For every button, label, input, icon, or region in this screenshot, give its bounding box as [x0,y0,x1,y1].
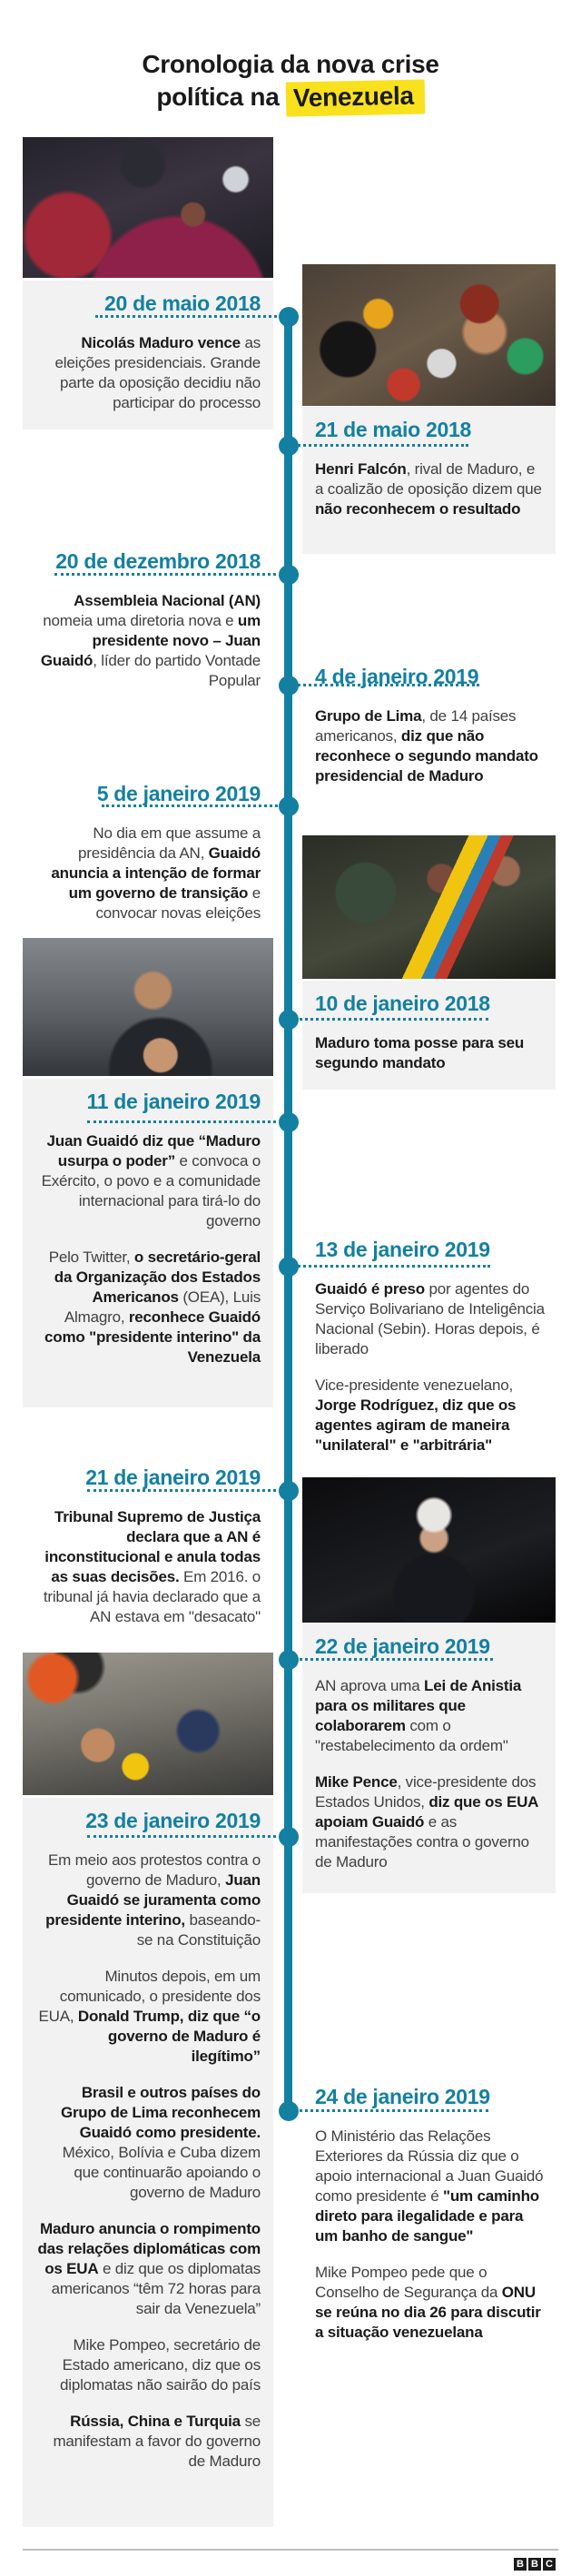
date-leader-dotted-line [293,1265,490,1268]
event-card-e_r1 [302,407,556,554]
timeline-dot [279,1827,299,1847]
event-paragraph: Mike Pompeo pede que o Conselho de Segurança da ONU se reúna no dia 26 para discutir a situação venezuelana [315,2264,541,2341]
timeline-dot [279,307,299,327]
event-date: 23 de janeiro 2019 [85,1809,261,1832]
photo-maduro-inauguration [302,835,556,979]
event-paragraph: Tribunal Supremo de Justiça declara que a AN é inconstitucional e anula todas as suas decisões. Em 2016. o tribunal já havia declarado que a AN estava em "desacato" [43,1508,261,1625]
photo-falcon-press [302,264,556,406]
event-card-e_r6 [302,2074,556,2359]
date-leader-dotted-line [87,1120,282,1123]
event-paragraph: Juan Guaidó diz que “Maduro usurpa o poder” e convoca o Exército, o povo e a comunidade internacional para tirá-lo do governo [41,1132,261,1229]
timeline-dot [279,796,299,816]
event-paragraph: Guaidó é preso por agentes do Serviço Bolivariano de Inteligência Nacional (Sebin). Horas depois, é liberado [315,1280,545,1357]
event-paragraph: O Ministério das Relações Exteriores da Rússia diz que o apoio internacional a Juan Guaidó como presidente é "um caminho direto para ilegalidade e para um banho de sangue" [315,2127,544,2245]
date-leader-dotted-line [102,804,282,807]
event-date: 22 de janeiro 2019 [315,1634,490,1658]
title-line2-prefix: política na [156,82,280,111]
event-paragraph: Brasil e outros países do Grupo de Lima reconhecem Guaidó como presidente. México, Bolívia e Cuba dizem que continuarão apoiando o governo de Maduro [60,2084,261,2201]
event-paragraph: Minutos depois, em um comunicado, o presidente dos EUA, Donald Trump, diz que “o governo de Maduro é ilegítimo” [38,1968,261,2065]
timeline-dot [279,1481,299,1501]
event-card-e_l3 [23,771,273,940]
date-leader-dotted-line [293,684,479,686]
date-leader-dotted-line [293,1658,493,1661]
event-date: 21 de maio 2018 [315,418,471,441]
timeline-dot [279,1010,299,1030]
date-leader-dotted-line [293,444,468,447]
bbc-logo-letter: B [528,2558,541,2571]
event-paragraph: Henri Falcón, rival de Maduro, e a coalizão de oposição dizem que não reconhecem o resultado [315,460,542,518]
event-paragraph: Maduro toma posse para seu segundo mandato [315,1034,525,1071]
event-date: 21 de janeiro 2019 [85,1466,261,1489]
event-card-e_l1 [23,281,273,429]
date-leader-dotted-line [54,573,282,576]
event-date: 4 de janeiro 2019 [315,665,479,688]
event-paragraph: Mike Pence, vice-presidente dos Estados Unidos, diz que os EUA apoiam Guaidó e as manifestações contra o governo de Maduro [315,1773,538,1870]
event-card-e_l6 [23,1798,273,2527]
event-date: 10 de janeiro 2018 [315,992,490,1015]
footer-divider [23,2549,558,2551]
bbc-logo [512,2555,556,2571]
event-date: 5 de janeiro 2019 [96,782,261,805]
timeline-dot [279,1650,299,1670]
event-paragraph: AN aprova uma Lei de Anistia para os militares que colaborarem com o "restabelecimento da ordem" [315,1677,522,1754]
event-card-e_l5 [23,1455,273,1643]
event-paragraph: Maduro anuncia o rompimento das relações diplomáticas com os EUA e diz que os diplomatas americanos “têm 72 horas para sair da Venezuela” [37,2220,261,2317]
event-card-e_r2 [302,654,556,803]
event-card-e_r5 [302,1624,556,1893]
event-date: 20 de dezembro 2018 [55,549,261,573]
photo-protest-fire [23,1653,273,1795]
event-date: 13 de janeiro 2019 [315,1238,490,1261]
event-paragraph: Grupo de Lima, de 14 países americanos, diz que não reconhece o segundo mandato presidencial de Maduro [315,707,538,785]
event-date: 24 de janeiro 2019 [315,2085,490,2108]
timeline-dot [279,2101,299,2121]
photo-pence [302,1477,556,1623]
timeline-dot [279,565,299,585]
event-date: 20 de maio 2018 [104,291,261,315]
event-paragraph: Nicolás Maduro vence as eleições presidenciais. Grande parte da oposição decidiu não participar do processo [54,334,261,411]
event-card-e_l4 [23,1079,273,1407]
event-card-e_l2 [23,538,273,707]
event-card-e_r4 [302,1227,556,1472]
event-paragraph: Assembleia Nacional (AN) nomeia uma diretoria nova e um presidente novo – Juan Guaidó, líder do partido Vontade Popular [40,592,261,689]
event-paragraph: No dia em que assume a presidência da AN, Guaidó anuncia a intenção de formar um governo de transição e convocar novas eleições [51,824,261,922]
date-leader-dotted-line [87,1835,282,1838]
event-date: 11 de janeiro 2019 [86,1090,261,1113]
event-card-e_r3 [302,981,556,1090]
date-leader-dotted-line [95,315,282,318]
photo-maduro-rally [23,137,273,278]
timeline-dot [279,436,299,456]
page-title [0,48,581,115]
bbc-logo-letter: C [543,2558,556,2571]
date-leader-dotted-line [87,1489,282,1492]
event-paragraph: Em meio aos protestos contra o governo de Maduro, Juan Guaidó se juramenta como presidente interino, baseando-se na Constituição [45,1851,261,1949]
event-paragraph: Mike Pompeo, secretário de Estado americano, diz que os diplomatas não sairão do país [59,2336,261,2393]
title-highlight-venezuela: Venezuela [286,79,425,116]
bbc-logo-letter: B [514,2558,527,2571]
date-leader-dotted-line [293,2109,488,2112]
event-paragraph: Pelo Twitter, o secretário-geral da Organização dos Estados Americanos (OEA), Luis Almagro, reconhece Guaidó como "presidente interino" da Venezuela [44,1249,261,1366]
timeline-dot [279,1112,299,1132]
photo-guaido-wave [23,938,273,1076]
title-line1: Cronologia da nova crise [142,49,439,78]
timeline-dot [279,1257,299,1277]
event-paragraph: Rússia, China e Turquia se manifestam a favor do governo de Maduro [53,2413,261,2470]
date-leader-dotted-line [293,1018,488,1021]
event-paragraph: Vice-presidente venezuelano, Jorge Rodríguez, diz que os agentes agiram de maneira "unilateral" e "arbitrária" [315,1377,517,1454]
timeline-dot [279,676,299,696]
